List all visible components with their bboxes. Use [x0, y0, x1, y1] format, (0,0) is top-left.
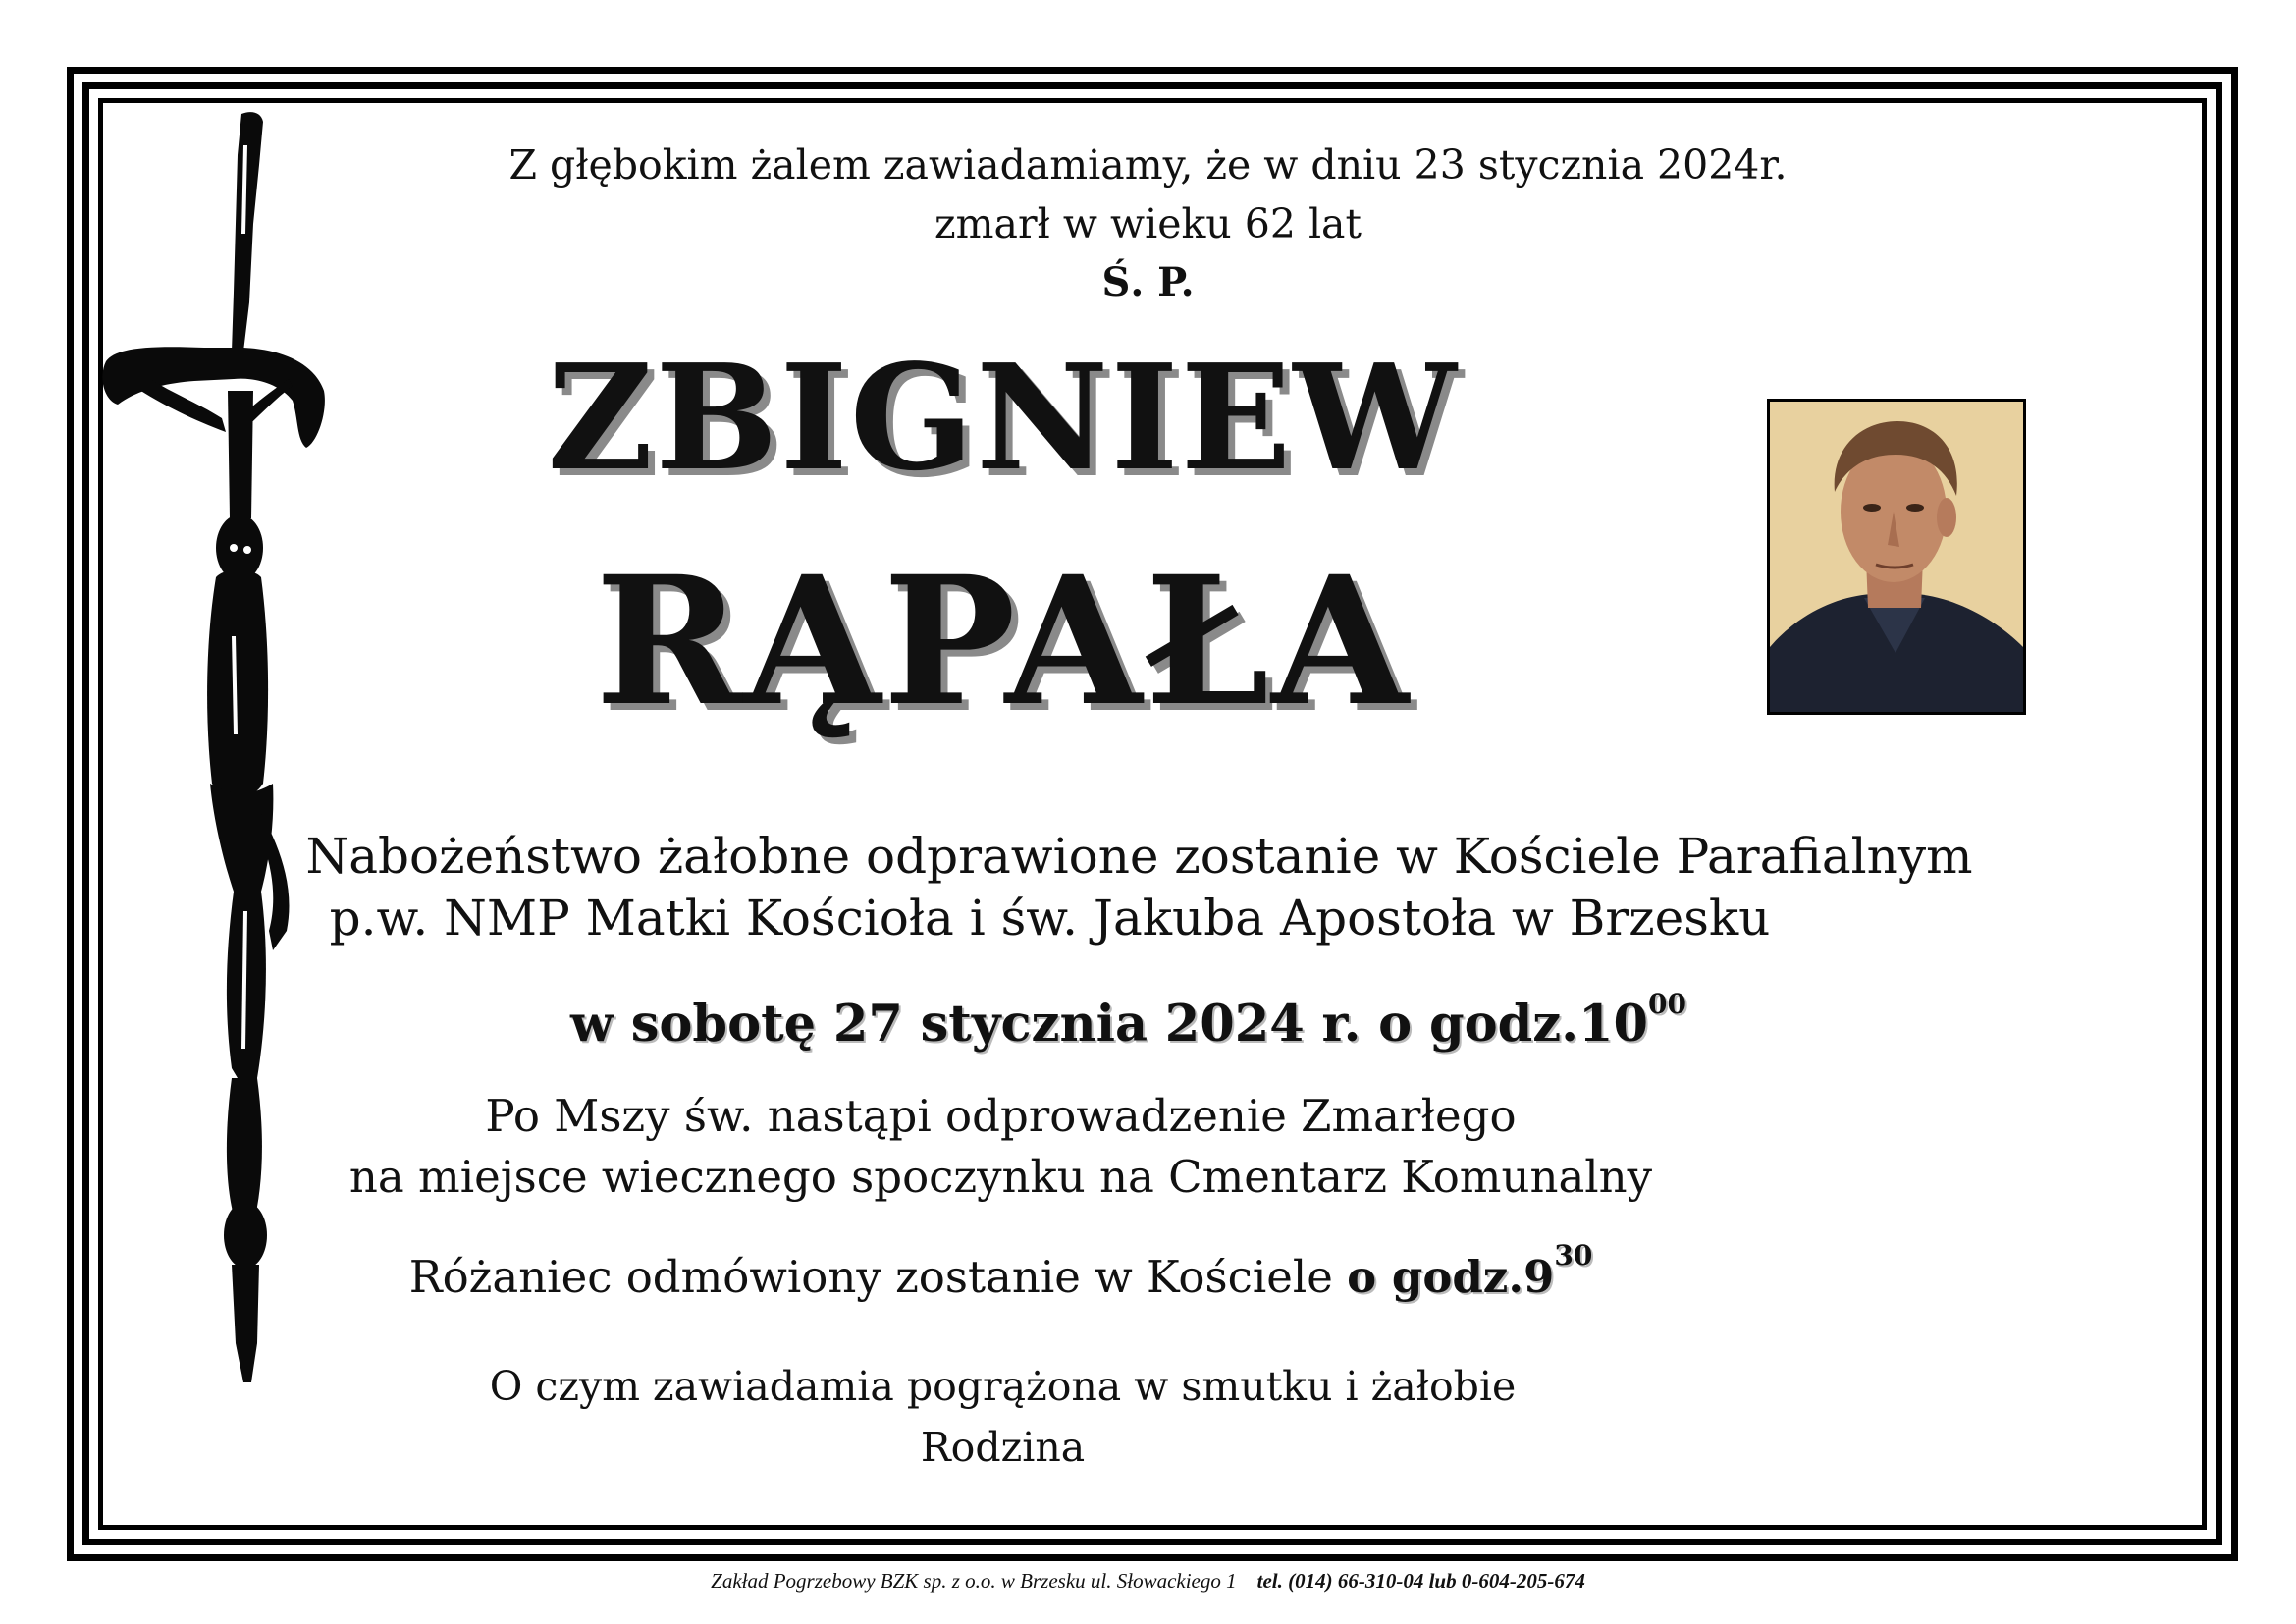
- closing-signature: Rodzina: [920, 1424, 1086, 1471]
- deceased-first-name: ZBIGNIEW: [547, 332, 1459, 503]
- rosary-line: [0, 1239, 2149, 1303]
- funeral-date-text: w sobotę 27 stycznia 2024 r. o godz.10: [570, 995, 1648, 1054]
- border-inner: [98, 98, 2207, 1530]
- service-line-2: p.w. NMP Matki Kościoła i św. Jakuba Apostoła w Brzesku: [329, 890, 1771, 947]
- rosary-minutes: 30: [1554, 1239, 1593, 1272]
- rosary-time: o godz.9: [1347, 1251, 1555, 1303]
- burial-line-2: na miejsce wiecznego spoczynku na Cmentarz Komunalny: [348, 1151, 1653, 1203]
- intro-line-1: Z głębokim żalem zawiadamiamy, że w dniu 23 stycznia 2024r.: [508, 141, 1788, 189]
- prefix-sp: Ś. P.: [1101, 259, 1195, 305]
- footer-company: Zakład Pogrzebowy BZK sp. z o.o. w Brzesku ul. Słowackiego 1: [711, 1569, 1237, 1593]
- footer: [0, 1569, 2296, 1594]
- closing-line-1: O czym zawiadamia pogrążona w smutku i żałobie: [489, 1363, 1517, 1410]
- portrait-photo: [1767, 399, 2026, 715]
- deceased-last-name: RĄPAŁA: [595, 538, 1411, 745]
- funeral-date-minutes: 00: [1647, 988, 1686, 1020]
- rosary-text: Różaniec odmówiony zostanie w Kościele: [408, 1251, 1348, 1303]
- funeral-date: [0, 988, 2276, 1054]
- intro-line-2: zmarł w wieku 62 lat: [934, 200, 1362, 247]
- burial-line-1: Po Mszy św. nastąpi odprowadzenie Zmarłego: [485, 1090, 1517, 1142]
- service-line-1: Nabożeństwo żałobne odprawione zostanie w Kościele Parafialnym: [305, 828, 1973, 885]
- footer-phone: tel. (014) 66-310-04 lub 0-604-205-674: [1256, 1569, 1585, 1593]
